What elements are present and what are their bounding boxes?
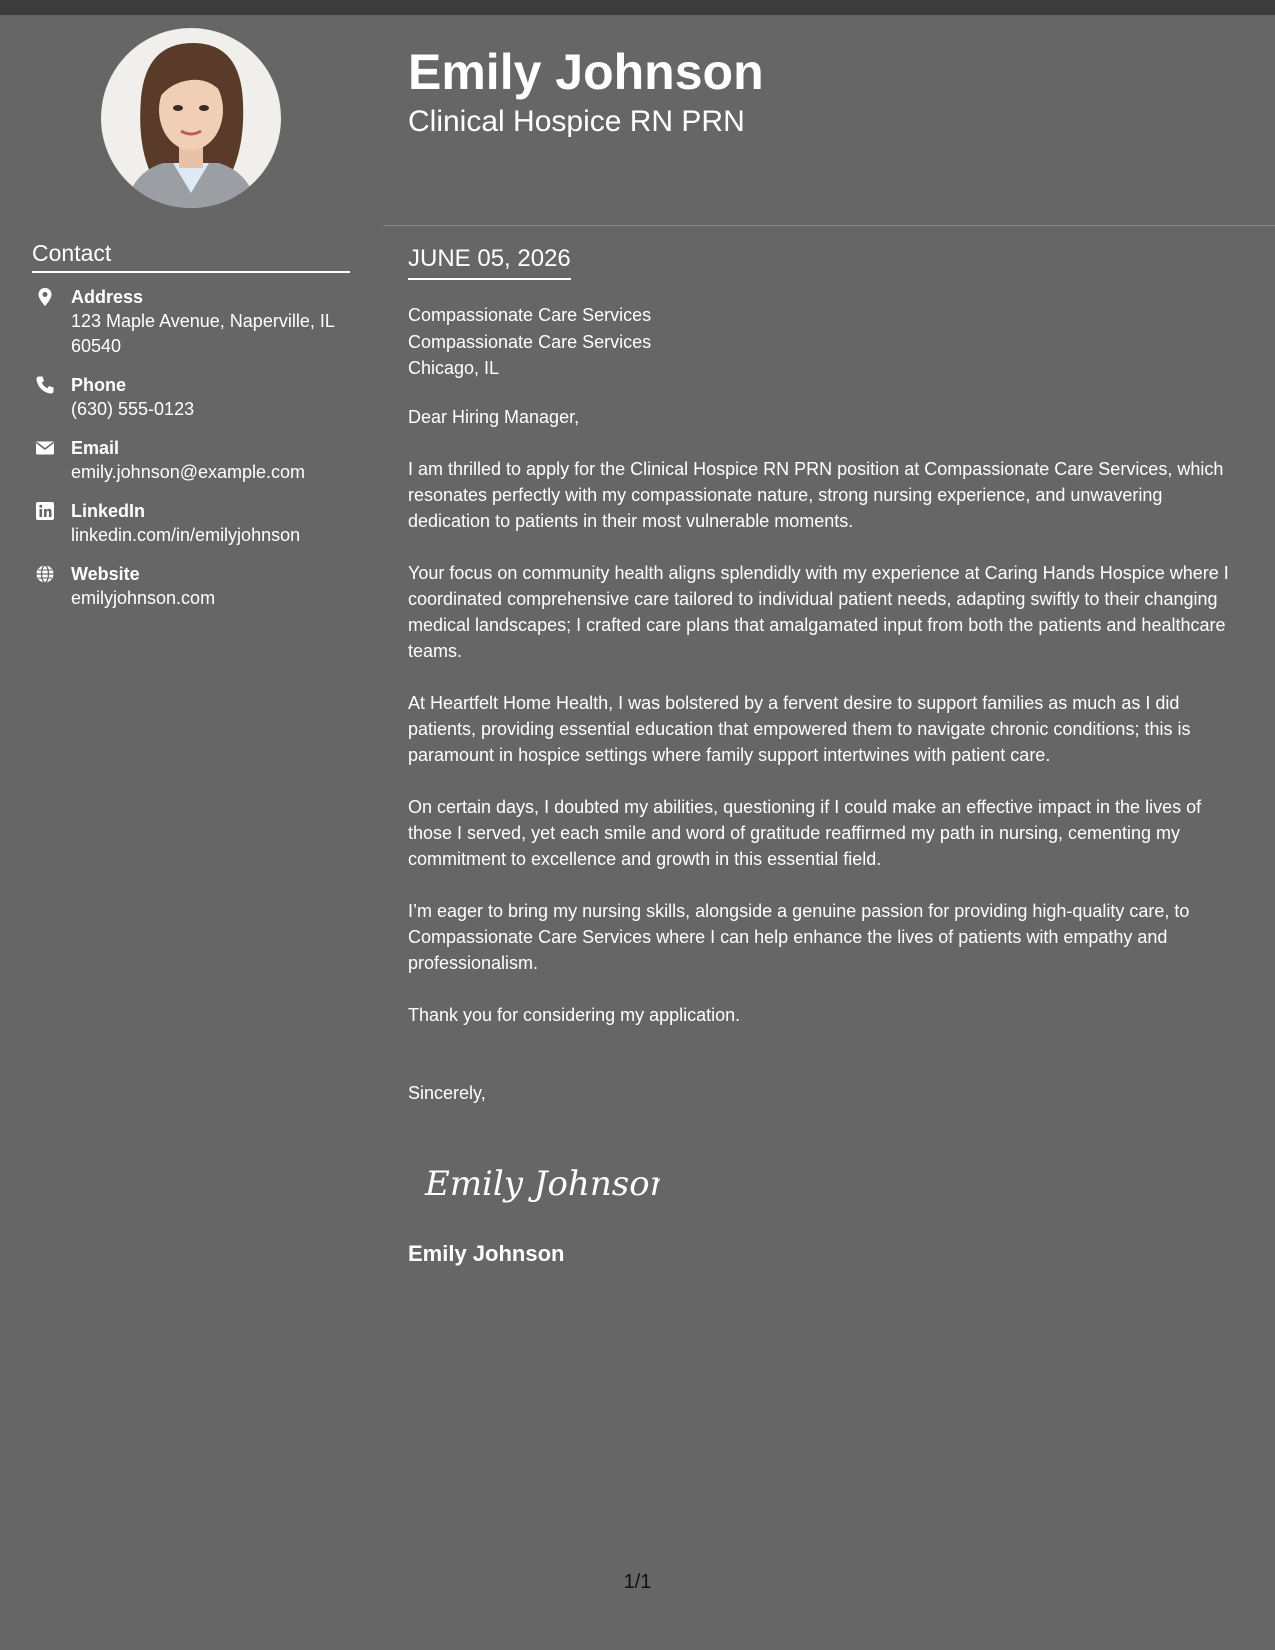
envelope-icon <box>35 438 55 458</box>
contact-value[interactable]: emilyjohnson.com <box>71 588 216 608</box>
contact-email <box>32 436 362 485</box>
phone-icon <box>35 375 55 395</box>
contact-value[interactable]: emily.johnson@example.com <box>71 462 306 482</box>
paragraph: I am thrilled to apply for the Clinical Hospice RN PRN position at Compassionate Care Services, which resonates perfectly with my compassionate nature, strong nursing experience, and unwavering dedication to patients in their most vulnerable moments. <box>408 458 1224 531</box>
sidebar <box>0 15 383 1650</box>
top-bar <box>0 0 1275 15</box>
signature-text: Emily Johnson <box>425 1164 660 1204</box>
paragraph: Your focus on community health aligns splendidly with my experience at Caring Hands Hospice where I coordinated comprehensive care tailored to individual patient needs, adapting swiftly to their changing medical landscapes; I crafted care plans that amalgamated input from both the patients and healthcare teams. <box>408 562 1229 661</box>
linkedin-icon <box>35 501 55 521</box>
applicant-name: Emily Johnson <box>408 44 764 100</box>
contact-value: 123 Maple Avenue, Naperville, IL 60540 <box>71 311 335 356</box>
contact-label: Website <box>71 564 140 584</box>
page-number: 1/1 <box>623 1571 652 1593</box>
contact-value[interactable]: linkedin.com/in/emilyjohnson <box>71 525 301 545</box>
globe-icon <box>35 564 55 584</box>
contact-list <box>32 285 362 625</box>
contact-label: Address <box>71 287 144 307</box>
recipient-block <box>408 302 1248 382</box>
job-title: Clinical Hospice RN PRN <box>408 105 745 138</box>
contact-value: (630) 555-0123 <box>71 399 195 419</box>
contact-label: Email <box>71 438 120 458</box>
contact-phone <box>32 373 362 422</box>
location-pin-icon <box>35 287 55 307</box>
letter-date: JUNE 05, 2026 <box>408 244 571 280</box>
contact-label: LinkedIn <box>71 501 146 521</box>
salutation: Dear Hiring Manager, <box>408 406 580 427</box>
contact-linkedin <box>32 499 362 548</box>
contact-label: Phone <box>71 375 127 395</box>
contact-address <box>32 285 362 359</box>
recipient-line: Compassionate Care Services <box>408 331 652 352</box>
signed-name: Emily Johnson <box>408 1241 565 1266</box>
signature <box>420 1153 660 1218</box>
paragraph: I’m eager to bring my nursing skills, alongside a genuine passion for providing high-quality care, to Compassionate Care Services where I can help enhance the lives of patients with empathy and professionalism. <box>408 900 1190 973</box>
closing: Sincerely, <box>408 1082 486 1103</box>
paragraph: On certain days, I doubted my abilities, questioning if I could make an effective impact in the lives of those I served, yet each smile and word of gratitude reaffirmed my path in nursing, cementing my commitment to excellence and growth in this essential field. <box>408 796 1202 869</box>
header-divider <box>383 225 1275 226</box>
paragraph: At Heartfelt Home Health, I was bolstered by a fervent desire to support families as much as I did patients, providing essential education that empowered them to navigate chronic conditions; this is paramount in hospice settings where family support intertwines with patient care. <box>408 692 1191 765</box>
contact-website <box>32 562 362 611</box>
profile-photo <box>101 28 281 208</box>
recipient-line: Compassionate Care Services <box>408 305 652 325</box>
paragraph: Thank you for considering my application. <box>408 1004 741 1025</box>
contact-heading: Contact <box>32 240 350 273</box>
letter-body <box>408 302 1248 1106</box>
recipient-line: Chicago, IL <box>408 358 500 378</box>
